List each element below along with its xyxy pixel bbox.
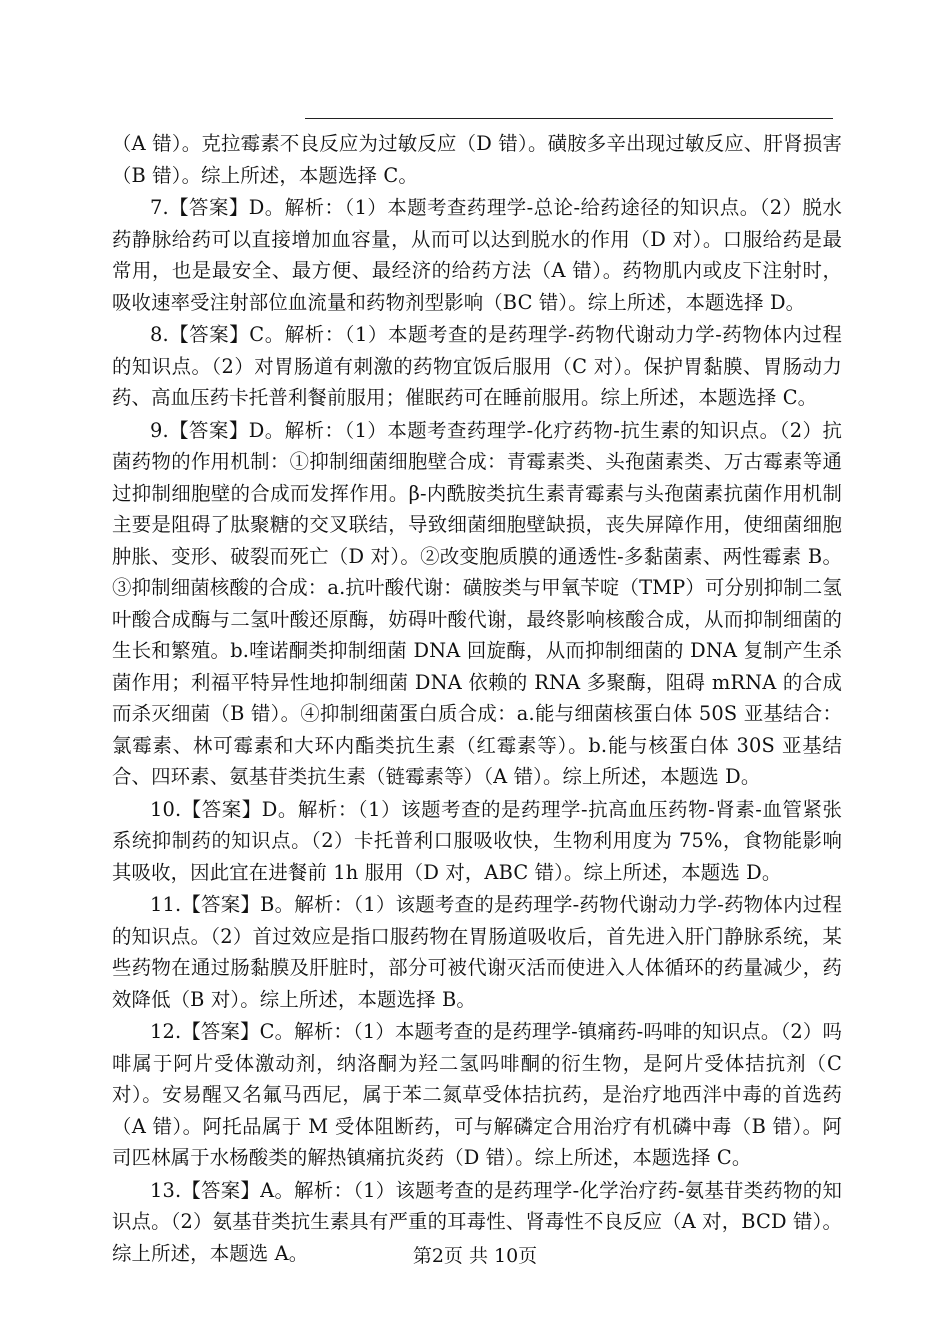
answer-item-13: 13.【答案】A。解析：（1）该题考查的是药理学-化学治疗药-氨基苷类药物的知识点。（2）氨基苷类抗生素具有严重的耳毒性、肾毒性不良反应（A 对，BCD 错）。综上所述，本题选 A。 [112,1178,842,1265]
answer-item-7: 7.【答案】D。解析：（1）本题考查药理学-总论-给药途径的知识点。（2）脱水药静脉给药可以直接增加血容量，从而可以达到脱水的作用（D 对）。口服给药是最常用，也是最安全、最方便、最经济的给药方法（A 错）。药物肌内或皮下注射时，吸收速率受注射部位血流量和药物剂型影响（BC 错）。综上所述，本题选择 D。 [112,196,842,314]
continuation-paragraph: （A 错）。克拉霉素不良反应为过敏反应（D 错）。磺胺多辛出现过敏反应、肝肾损害（B 错）。综上所述，本题选择 C。 [112,132,842,187]
answer-item-8: 8.【答案】C。解析：（1）本题考查的是药理学-药物代谢动力学-药物体内过程的知识点。（2）对胃肠道有刺激的药物宜饭后服用（C 对）。保护胃黏膜、胃肠动力药、高血压药卡托普利餐前服用；催眠药可在睡前服用。综上所述，本题选择 C。 [112,323,842,409]
page-footer: 第2页 共 10页 [412,1245,538,1267]
answer-item-11: 11.【答案】B。解析：（1）该题考查的是药理学-药物代谢动力学-药物体内过程的知识点。（2）首过效应是指口服药物在胃肠道吸收后，首先进入肝门静脉系统，某些药物在通过肠黏膜及肝脏时，部分可被代谢灭活而使进入人体循环的药量减少，药效降低（B 对）。综上所述，本题选择 B。 [112,893,842,1011]
header-rule [305,118,833,119]
answer-item-12: 12.【答案】C。解析：（1）本题考查的是药理学-镇痛药-吗啡的知识点。（2）吗啡属于阿片受体激动剂，纳洛酮为羟二氢吗啡酮的衍生物，是阿片受体拮抗剂（C 对）。安易醒又名氟马西尼，属于苯二氮草受体拮抗药，是治疗地西泮中毒的首选药（A 错）。阿托品属于 M 受体阻断药，可与解磷定合用治疗有机磷中毒（B 错）。阿司匹林属于水杨酸类的解热镇痛抗炎药（D 错）。综上所述，本题选择 C。 [112,1020,842,1169]
answer-item-10: 10.【答案】D。解析：（1）该题考查的是药理学-抗高血压药物-肾素-血管紧张系统抑制药的知识点。（2）卡托普利口服吸收快，生物利用度为 75%，食物能影响其吸收，因此宜在进餐前 1h 服用（D 对，ABC 错）。综上所述，本题选 D。 [112,797,842,884]
answer-content [112,128,842,1269]
answer-item-9: 9.【答案】D。解析：（1）本题考查药理学-化疗药物-抗生素的知识点。（2）抗菌药物的作用机制：①抑制细菌细胞壁合成：青霉素类、头孢菌素类、万古霉素等通过抑制细胞壁的合成而发挥作用。β-内酰胺类抗生素青霉素与头孢菌素抗菌作用机制主要是阻碍了肽聚糖的交叉联结，导致细菌细胞壁缺损，丧失屏障作用，使细菌细胞肿胀、变形、破裂而死亡（D 对）。②改变胞质膜的通透性-多黏菌素、两性霉素 B。③抑制细菌核酸的合成：a.抗叶酸代谢：磺胺类与甲氧苄啶（TMP）可分别抑制二氢叶酸合成酶与二氢叶酸还原酶，妨碍叶酸代谢，最终影响核酸合成，从而抑制细菌的生长和繁殖。b.喹诺酮类抑制细菌 DNA 回旋酶，从而抑制细菌的 DNA 复制产生杀菌作用；利福平特异性地抑制细菌 DNA 依赖的 RNA 多聚酶，阻碍 mRNA 的合成而杀灭细菌（B 错）。④抑制细菌蛋白质合成：a.能与细菌核蛋白体 50S 亚基结合：氯霉素、林可霉素和大环内酯类抗生素（红霉素等）。b.能与核蛋白体 30S 亚基结合、四环素、氨基苷类抗生素（链霉素等）（A 错）。综上所述，本题选 D。 [112,418,842,788]
